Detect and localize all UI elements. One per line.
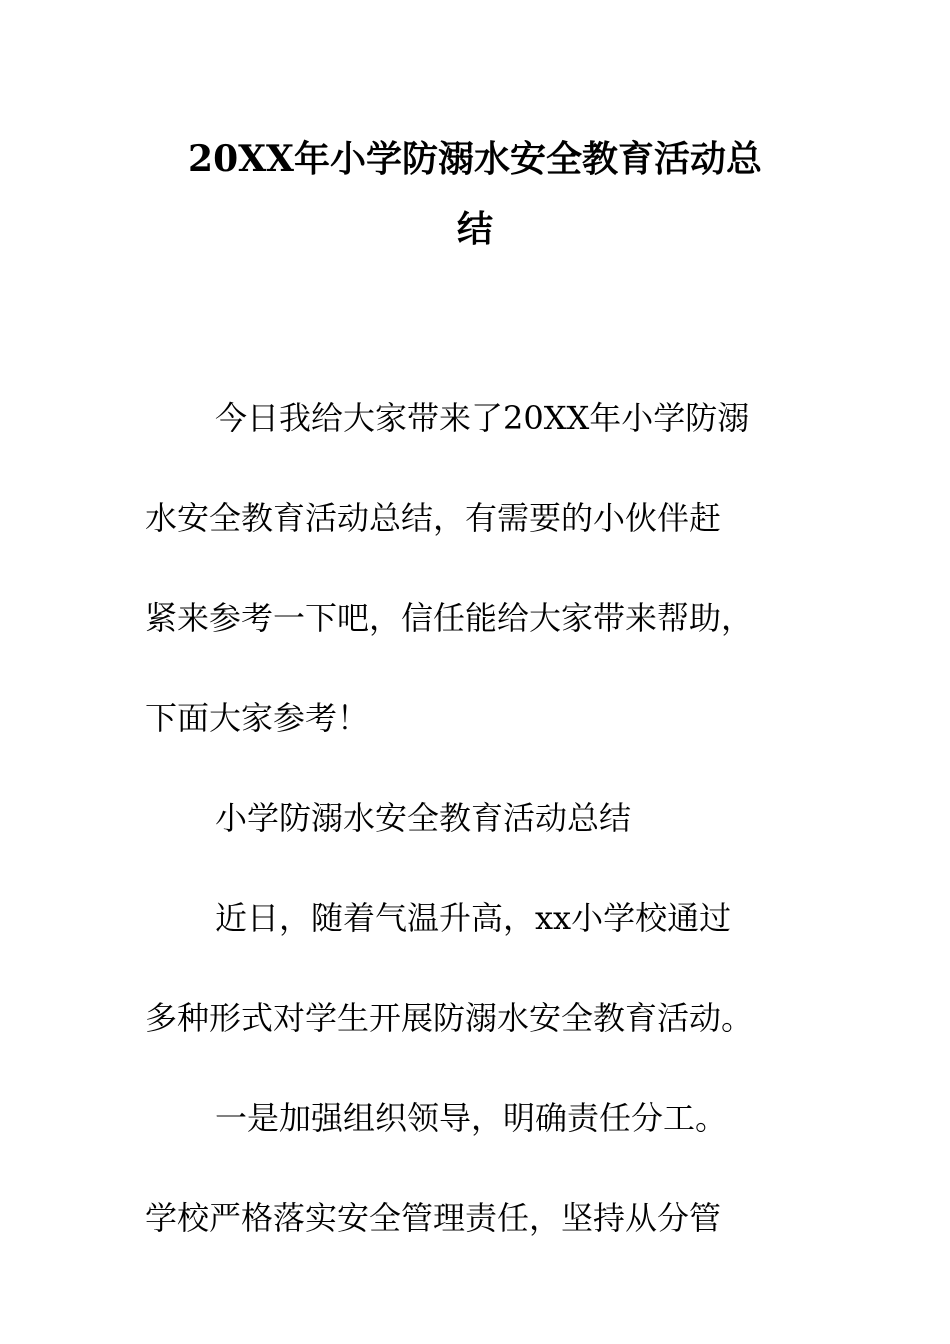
- body-line-4: 下面大家参考！: [145, 699, 370, 737]
- body-line-7: 多种形式对学生开展防溺水安全教育活动。: [145, 999, 754, 1037]
- body-line-9: 学校严格落实安全管理责任，坚持从分管: [145, 1199, 722, 1237]
- body-line-6: 近日，随着气温升高，xx小学校通过: [215, 899, 732, 937]
- document-body: [145, 368, 810, 1268]
- body-line-1: 今日我给大家带来了20XX年小学防溺: [215, 399, 750, 437]
- document-title: [145, 124, 805, 264]
- section-heading: 小学防溺水安全教育活动总结: [215, 799, 632, 837]
- body-line-8: 一是加强组织领导，明确责任分工。: [215, 1099, 728, 1137]
- title-line-2: 结: [456, 208, 493, 250]
- title-line-1: 20XX年小学防溺水安全教育活动总: [188, 138, 762, 180]
- body-line-2: 水安全教育活动总结，有需要的小伙伴赶: [145, 499, 722, 537]
- body-line-3: 紧来参考一下吧，信任能给大家带来帮助，: [145, 599, 754, 637]
